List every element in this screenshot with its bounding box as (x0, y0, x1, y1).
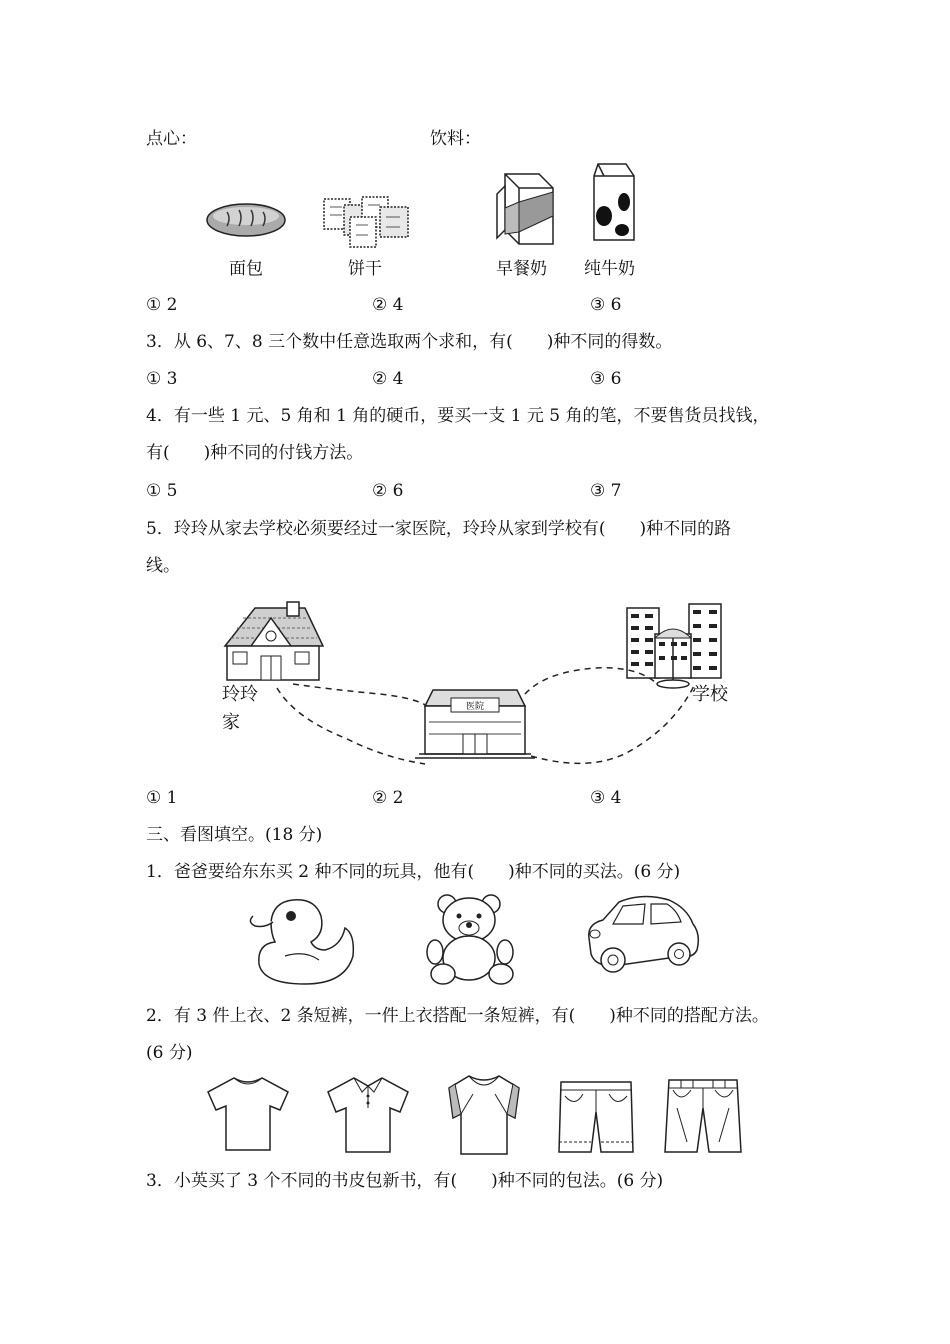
question-5-line-1: 5．玲玲从家去学校必须要经过一家医院，玲玲从家到学校有( )种不同的路 (146, 519, 732, 539)
option-2: ② 4 (372, 295, 404, 315)
item-breakfast-milk-label: 早餐奶 (496, 259, 547, 279)
question-3-text: 3．从 6、7、8 三个数中任意选取两个求和，有( )种不同的得数。 (146, 332, 673, 352)
teddy-bear-toy-image (425, 894, 519, 986)
route-map (215, 598, 745, 776)
home-label-2: 家 (222, 712, 240, 733)
item-bread-label: 面包 (229, 259, 263, 279)
school-label: 学校 (692, 684, 728, 705)
option-1: ① 5 (146, 481, 178, 501)
item-biscuits-label: 饼干 (348, 259, 382, 279)
house-image (225, 602, 323, 680)
option-1: ① 1 (146, 788, 178, 808)
option-3: ③ 6 (590, 295, 622, 315)
snacks-label: 点心： (146, 129, 197, 149)
section-3-question-2-line-2: (6 分) (146, 1043, 193, 1063)
breakfast-milk-image (495, 172, 557, 248)
polo-shirt-image (328, 1074, 410, 1154)
biscuits-image (322, 195, 412, 249)
shorts-image (557, 1080, 635, 1156)
jean-shorts-image (663, 1078, 743, 1156)
option-2: ② 6 (372, 481, 404, 501)
school-image (627, 604, 721, 688)
sports-shirt-image (447, 1074, 521, 1156)
item-pure-milk-label: 纯牛奶 (584, 259, 635, 279)
option-3: ③ 6 (590, 369, 622, 389)
section-3-title: 三、看图填空。(18 分) (146, 825, 323, 845)
option-1: ① 3 (146, 369, 178, 389)
section-3-question-2-line-1: 2．有 3 件上衣、2 条短裤，一件上衣搭配一条短裤，有( )种不同的搭配方法。 (146, 1006, 769, 1026)
t-shirt-image (206, 1076, 290, 1152)
home-label-1: 玲玲 (222, 684, 258, 705)
question-4-line-1: 4．有一些 1 元、5 角和 1 角的硬币，要买一支 1 元 5 角的笔，不要售货员找钱， (146, 406, 770, 426)
question-4-line-2: 有( )种不同的付钱方法。 (146, 443, 364, 463)
option-3: ③ 4 (590, 788, 622, 808)
option-2: ② 2 (372, 788, 404, 808)
pure-milk-image (588, 162, 636, 242)
section-3-question-3: 3．小英买了 3 个不同的书皮包新书，有( )种不同的包法。(6 分) (146, 1171, 664, 1191)
question-5-line-2: 线。 (146, 556, 180, 576)
duck-toy-image (245, 894, 357, 988)
option-3: ③ 7 (590, 481, 622, 501)
drinks-label: 饮料： (430, 129, 481, 149)
hospital-image (415, 690, 535, 758)
hospital-sign: 医院 (465, 702, 485, 712)
option-2: ② 4 (372, 369, 404, 389)
section-3-question-1: 1．爸爸要给东东买 2 种不同的玩具，他有( )种不同的买法。(6 分) (146, 862, 681, 882)
option-1: ① 2 (146, 295, 178, 315)
toy-car-image (583, 894, 703, 978)
bread-image (205, 200, 287, 240)
